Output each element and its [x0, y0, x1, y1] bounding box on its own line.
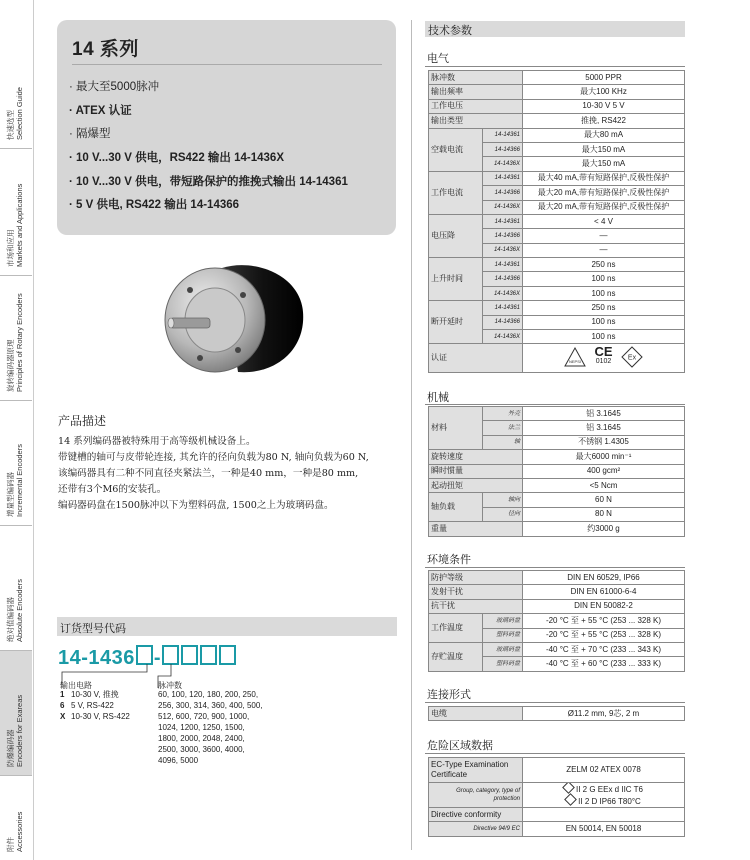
- side-tab-zh: 绝对值编码器: [6, 597, 15, 642]
- hazard-table: [428, 757, 685, 837]
- table-row: 电缆 Ø11.2 mm, 9芯, 2 m: [429, 707, 685, 721]
- table-row: 塑料码盘 -40 °C 至 + 60 °C (233 ... 333 K): [429, 657, 685, 671]
- electrical-title: 电气: [427, 53, 449, 65]
- table-row: 重量 约3000 g: [429, 522, 685, 536]
- code-slot-output: [136, 645, 153, 665]
- feature-item: · 最大至5000脉冲: [69, 81, 160, 93]
- connection-title: 连接形式: [427, 689, 471, 701]
- side-tab-en: Incremental Encoders: [15, 444, 24, 517]
- table-row: 断开延时 14-14361 250 ns: [429, 301, 685, 315]
- output-option: X 10-30 V, RS-422: [60, 712, 130, 721]
- feature-item: · ATEX 认证: [69, 104, 132, 117]
- section-rule: [425, 753, 685, 754]
- description-line: 该编码器具有二种不同直径夹紧法兰，一种是40 mm，一种是80 mm,: [58, 468, 359, 479]
- table-row: 输出频率 最大100 KHz: [429, 85, 685, 99]
- order-code-prefix: 14-1436: [58, 647, 135, 669]
- table-row: 14-14366 最大20 mA,带有短路保护,反极性保护: [429, 186, 685, 200]
- section-rule: [425, 404, 685, 405]
- feature-item: · 10 V...30 V 供电，RS422 输出 14-1436X: [69, 152, 284, 165]
- table-row: 塑料码盘 -20 °C 至 + 55 °C (253 ... 328 K): [429, 628, 685, 642]
- side-tab-principles[interactable]: [0, 276, 32, 401]
- column-divider: [411, 20, 412, 850]
- table-row: 认证 NEPSI CE 0102 Ex: [429, 344, 685, 373]
- side-tab-zh: 市场和应用: [6, 229, 15, 267]
- encoder-product-image: [160, 250, 310, 385]
- table-row: 法兰 铝 3.1645: [429, 421, 685, 435]
- side-tab-en: Absolute Encoders: [15, 579, 24, 642]
- output-options: [60, 689, 130, 722]
- table-row: 旋转速度 最大6000 min⁻¹: [429, 450, 685, 464]
- table-row: 轴负载 轴向 60 N: [429, 493, 685, 507]
- table-row: 14-1436X 100 ns: [429, 330, 685, 344]
- svg-text:NEPSI: NEPSI: [569, 358, 582, 364]
- ppr-label: 脉冲数: [158, 681, 182, 690]
- code-slot: [162, 645, 179, 665]
- table-row: 14-1436X 最大150 mA: [429, 157, 685, 171]
- side-tab-zh: 增量型编码器: [6, 472, 15, 517]
- table-row: 14-1436X —: [429, 243, 685, 257]
- section-rule: [425, 66, 685, 67]
- table-row: 14-14366 最大150 mA: [429, 142, 685, 156]
- side-tab-en: Encoders for Exareas: [15, 694, 24, 767]
- connection-table: [428, 706, 685, 721]
- table-row: 工作电压 10-30 V 5 V: [429, 99, 685, 113]
- svg-text:Ex: Ex: [627, 354, 636, 362]
- order-code-sep: -: [153, 647, 162, 669]
- table-row: 14-14366 100 ns: [429, 315, 685, 329]
- tech-title: 技术参数: [428, 25, 472, 37]
- side-tab-selection-guide[interactable]: [0, 22, 32, 149]
- side-tab-incremental[interactable]: [0, 401, 32, 526]
- tech-header: [425, 21, 685, 37]
- code-slot: [200, 645, 217, 665]
- ordering-title: 订货型号代码: [60, 623, 126, 635]
- table-row: 起动扭矩 <5 Ncm: [429, 478, 685, 492]
- table-row: 轴 不锈钢 1.4305: [429, 435, 685, 449]
- side-tab-zh: 快速选型: [6, 110, 15, 140]
- table-row: 径向 80 N: [429, 507, 685, 521]
- table-row: 抗干扰 DIN EN 50082-2: [429, 599, 685, 613]
- section-rule: [425, 567, 685, 568]
- table-row: Group, category, type of protection II 2 G EEx d IIC T6 II 2 D IP66 T80°C: [429, 783, 685, 808]
- side-tab-en: Accessories: [15, 811, 24, 852]
- table-row: 电压降 14-14361 < 4 V: [429, 214, 685, 228]
- table-row: 14-14366 100 ns: [429, 272, 685, 286]
- description-line: 编码器码盘在1500脉冲以下为塑料码盘, 1500之上为玻璃码盘。: [58, 500, 334, 511]
- feature-item: · 隔爆型: [69, 128, 111, 141]
- section-rule: [425, 702, 685, 703]
- side-tab-markets[interactable]: [0, 149, 32, 276]
- side-tab-absolute[interactable]: [0, 526, 32, 651]
- nepsi-icon: [564, 347, 586, 367]
- table-row: 防护等级 DIN EN 60529, IP66: [429, 571, 685, 585]
- side-divider: [33, 0, 34, 860]
- side-tab-en: Selection Guide: [15, 87, 24, 140]
- ordering-header: [57, 617, 397, 636]
- feature-item: · 5 V 供电, RS422 输出 14-14366: [69, 199, 240, 212]
- series-title: 14 系列: [72, 39, 139, 60]
- title-rule: [72, 64, 382, 65]
- side-tab-en: Principles of Rotary Encoders: [15, 293, 24, 392]
- table-row: 14-14366 —: [429, 229, 685, 243]
- code-slot: [181, 645, 198, 665]
- side-tab-exareas[interactable]: [0, 651, 32, 776]
- table-row: 14-1436X 最大20 mA,带有短路保护,反极性保护: [429, 200, 685, 214]
- environment-title: 环境条件: [427, 554, 471, 566]
- table-row: 发射干扰 DIN EN 61000-6-4: [429, 585, 685, 599]
- table-row: 14-1436X 100 ns: [429, 286, 685, 300]
- electrical-table: [428, 70, 685, 373]
- table-row: Directive conformity: [429, 808, 685, 822]
- table-row: 输出类型 推挽, RS422: [429, 114, 685, 128]
- table-row: 脉冲数 5000 PPR: [429, 71, 685, 85]
- description-line: 14 系列编码器被特殊用于高等级机械设备上。: [58, 436, 256, 447]
- cert-cell: [523, 344, 685, 373]
- output-label: 输出电路: [60, 681, 92, 690]
- description-line: 还带有3个M6的安装孔。: [58, 484, 167, 495]
- mechanical-table: [428, 406, 685, 537]
- feature-item: · 10 V...30 V 供电，带短路保护的推挽式输出 14-14361: [69, 175, 348, 188]
- feature-list: [69, 75, 348, 217]
- side-tab-bar: [0, 0, 34, 860]
- table-row: 材料 外壳 铝 3.1645: [429, 407, 685, 421]
- side-tab-accessories[interactable]: [0, 776, 32, 860]
- code-slot: [219, 645, 236, 665]
- side-tab-zh: 防爆编码器: [6, 729, 15, 767]
- side-tab-en: Markets and Applications: [15, 183, 24, 267]
- environment-table: [428, 570, 685, 672]
- description-line: 带键槽的轴可与皮带轮连接, 其允许的径向负载为80 N, 轴向负载为60 N,: [58, 452, 369, 463]
- description-title: 产品描述: [58, 414, 107, 428]
- ppr-values: 60, 100, 120, 180, 200, 250, 256, 300, 314, 360, 400, 500, 512, 600, 720, 900, 1000, 1024, 1200, 1250, 1500, 1800, 2000, 2048, 2400, 2500, 3000, 3600, 4000, 4096, 5000: [158, 690, 263, 765]
- table-row: EC-Type Examination Certificate ZELM 02 ATEX 0078: [429, 758, 685, 783]
- table-row: 空载电流 14-14361 最大80 mA: [429, 128, 685, 142]
- table-row: 工作温度 玻璃码盘 -20 °C 至 + 55 °C (253 ... 328 K): [429, 614, 685, 628]
- hazard-title: 危险区域数据: [427, 740, 493, 752]
- ex-mark-icon: [564, 793, 577, 806]
- output-option: 6 5 V, RS-422: [60, 701, 114, 710]
- table-row: 上升时间 14-14361 250 ns: [429, 258, 685, 272]
- ex-mark-icon: [562, 783, 575, 794]
- ce-mark-icon: CE 0102: [594, 344, 613, 366]
- side-tab-zh: 旋转编码器原理: [6, 339, 15, 392]
- feature-box: [57, 20, 396, 235]
- table-row: 工作电流 14-14361 最大40 mA,带有短路保护,反极性保护: [429, 171, 685, 185]
- side-tab-zh: 附件: [6, 837, 15, 852]
- ex-mark-icon: [621, 346, 643, 368]
- description-text: [58, 434, 403, 514]
- table-row: 存贮温度 玻璃码盘 -40 °C 至 + 70 °C (233 ... 343 K): [429, 642, 685, 656]
- table-row: 瞬时惯量 400 gcm²: [429, 464, 685, 478]
- output-option: 1 10-30 V, 推挽: [60, 690, 119, 699]
- mechanical-title: 机械: [427, 392, 449, 404]
- table-row: Directive 94/9 EC EN 50014, EN 50018: [429, 822, 685, 836]
